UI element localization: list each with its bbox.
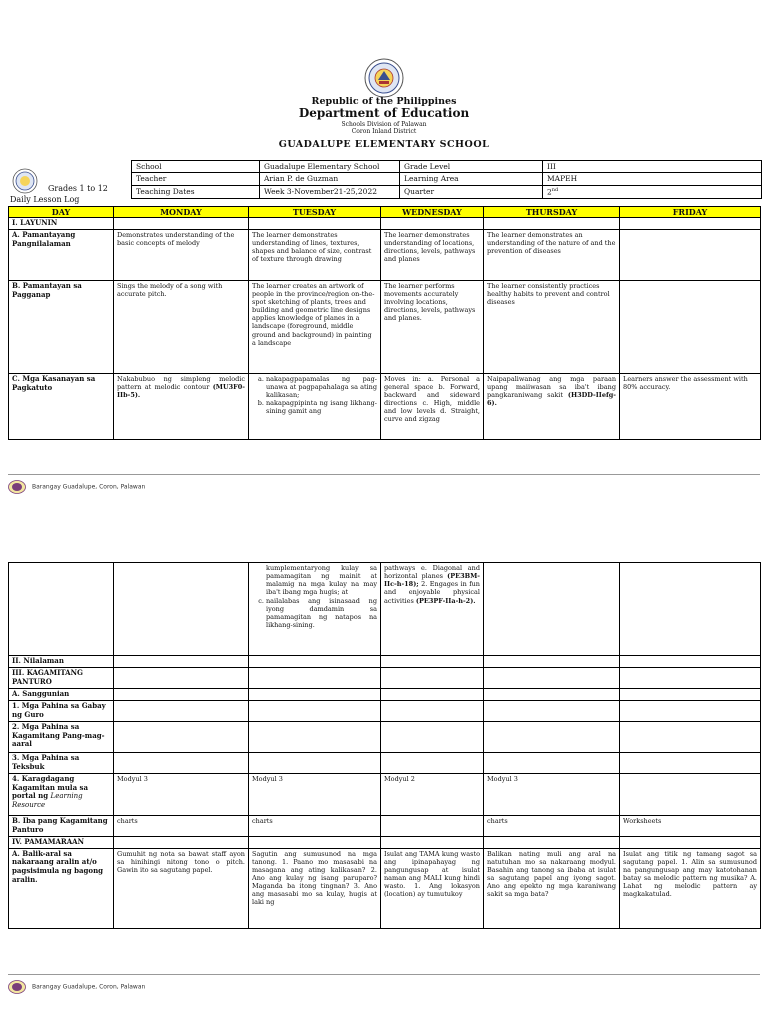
cell-c-thursday: Naipapaliwanag ang mga paraan upang maiiwasan sa iba't ibang pangkaraniwang sakit (H3DD-IIefg-6). xyxy=(484,373,620,439)
footer-page1 xyxy=(8,480,145,494)
footer-address-2: Barangay Guadalupe, Coron, Palawan xyxy=(32,983,146,991)
cell-kar-thursday: Modyul 3 xyxy=(484,773,620,815)
cell-b-monday: Sings the melody of a song with accurate pitch. xyxy=(114,280,249,373)
cell-c-friday: Learners answer the assessment with 80% accuracy. xyxy=(620,373,761,439)
area-label: Learning Area xyxy=(400,173,543,185)
row-label-balik-aral: A. Balik-aral sa nakaraang aralin at/o pagsisimula ng bagong aralin. xyxy=(9,848,114,928)
row-label-teksbuk: 3. Mga Pahina sa Teksbuk xyxy=(9,752,114,773)
dates-value: Week 3-November21-25,2022 xyxy=(260,185,400,198)
teacher-label: Teacher xyxy=(132,173,260,185)
cell-iba-monday: charts xyxy=(114,815,249,836)
cell-iba-friday: Worksheets xyxy=(620,815,761,836)
row-label-pamantayan-sa-pagganap: B. Pamantayan sa Pagganap xyxy=(9,280,114,373)
cell-iba-thursday: charts xyxy=(484,815,620,836)
department-line: Department of Education xyxy=(298,106,470,120)
cell-balik-wednesday: Isulat ang TAMA kung wasto ang ipinapahayag ng pangungusap at isulat naman ang MALI kung hindi wasto. 1. Ang lokasyon (location) ay tumutukoy xyxy=(381,848,484,928)
cell-c-tuesday xyxy=(249,373,381,439)
district-line: Coron Inland District xyxy=(351,128,417,135)
section-nilalaman: II. Nilalaman xyxy=(9,656,114,668)
deped-seal-icon xyxy=(364,58,404,98)
footer-page2 xyxy=(8,980,145,994)
tuesday-objective-b: b. nakapagpipinta ng isang likhang-sining gamit ang xyxy=(266,399,377,415)
cell-a-wednesday: The learner demonstrates understanding of locations, directions, levels, pathways and planes xyxy=(381,229,484,280)
division-logo-icon-2 xyxy=(8,980,26,994)
cell-b-friday xyxy=(620,280,761,373)
cell-a-thursday: The learner demonstrates an understanding of the nature of and the prevention of diseases xyxy=(484,229,620,280)
col-monday: MONDAY xyxy=(114,207,249,218)
row-label-sanggunian: A. Sanggunian xyxy=(9,689,114,701)
row-label-kagamitang-pang-mag-aaral: 2. Mga Pahina sa Kagamitang Pang-mag-aaral xyxy=(9,721,114,752)
cell-c-monday: Nakabubuo ng simpleng melodic pattern at melodic contour (MU3F0-IIb-5). xyxy=(114,373,249,439)
cell-iba-tuesday: charts xyxy=(249,815,381,836)
row-label-gabay-ng-guro: 1. Mga Pahina sa Gabay ng Guro xyxy=(9,700,114,721)
cell-c-tuesday-cont xyxy=(249,563,381,656)
area-value: MAPEH xyxy=(543,173,762,185)
cell-balik-tuesday: Sagutin ang sumusunod na mga tanong. 1. Paano mo masasabi na masagana ang ating kalikasan? 2. Ano ang kulay ng isang paruparo? Maganda ba itong tingnan? 3. Ano ang masasabi mo sa kulay, hugis at laki ng xyxy=(249,848,381,928)
col-day: DAY xyxy=(9,207,114,218)
row-label-karagdagang-kagamitan: 4. Karagdagang Kagamitan mula sa portal ng Learning Resource xyxy=(9,773,114,815)
section-layunin: I. LAYUNIN xyxy=(9,218,114,230)
cell-kar-monday: Modyul 3 xyxy=(114,773,249,815)
cell-c-wednesday: Moves in: a. Personal a general space b. Forward, backward and sideward directions c. High, middle and low levels d. Straight, curve and zigzag xyxy=(381,373,484,439)
lesson-table-page1 xyxy=(8,206,761,440)
row-label-mga-kasanayan: C. Mga Kasanayan sa Pagkatuto xyxy=(9,373,114,439)
cell-balik-thursday: Balikan nating muli ang aral na natutuhan mo sa nakaraang modyul. Basahin ang tanong sa ibaba at isulat sa sagutang papel ang iyong sagot. Ano ang epekto ng mga karaniwang sakit sa mga bata? xyxy=(484,848,620,928)
tuesday-objective-b-cont: kumplementaryong kulay sa pamamagitan ng mainit at malamig na mga kulay na may iba't ibang mga hugis; at xyxy=(266,564,377,597)
division-logo-icon xyxy=(8,480,26,494)
dates-label: Teaching Dates xyxy=(132,185,260,198)
row-label-pamantayang-pangnilalaman: A. Pamantayang Pangnilalaman xyxy=(9,229,114,280)
deped-small-seal-icon xyxy=(12,168,38,194)
info-table xyxy=(131,160,762,199)
dll-grades: Grades 1 to 12 xyxy=(48,184,108,193)
section-pamamaraan: IV. PAMAMARAAN xyxy=(9,836,114,848)
division-line: Schools Division of Palawan xyxy=(341,121,427,128)
cell-a-tuesday: The learner demonstrates understanding of lines, textures, shapes and balance of size, contrast of texture through drawing xyxy=(249,229,381,280)
section-kagamitang-panturo: III. KAGAMITANG PANTURO xyxy=(9,668,114,689)
cell-a-monday: Demonstrates understanding of the basic concepts of melody xyxy=(114,229,249,280)
col-thursday: THURSDAY xyxy=(484,207,620,218)
cell-b-tuesday: The learner creates an artwork of people in the province/region on-the-spot sketching of plants, trees and building and geometric line designs applies knowledge of planes in a landscape (foreground, middle ground and background) in painting a landscape xyxy=(249,280,381,373)
cell-balik-monday: Gumuhit ng nota sa bawat staff ayon sa hinihingi nitong tono o pitch. Gawin ito sa sagutang papel. xyxy=(114,848,249,928)
cell-c-wednesday-cont: pathways e. Diagonal and horizontal planes (PE3BM-IIc-h-18); 2. Engages in fun and enjoyable physical activities (PE3PF-IIa-h-2). xyxy=(381,563,484,656)
col-wednesday: WEDNESDAY xyxy=(381,207,484,218)
col-tuesday: TUESDAY xyxy=(249,207,381,218)
cell-balik-friday: Isulat ang titik ng tamang sagot sa sagutang papel. 1. Alin sa sumusunod na pangungusap ang may katotohanan batay sa melodic pattern ng musika? A. Lahat ng melodic pattern ay magkakatulad. xyxy=(620,848,761,928)
school-name: GUADALUPE ELEMENTARY SCHOOL xyxy=(278,139,490,150)
school-value: Guadalupe Elementary School xyxy=(260,161,400,173)
dll-title: Daily Lesson Log xyxy=(10,195,80,204)
footer-address: Barangay Guadalupe, Coron, Palawan xyxy=(32,483,146,491)
school-label: School xyxy=(132,161,260,173)
grade-value: III xyxy=(543,161,762,173)
footer-divider-2 xyxy=(8,974,760,975)
teacher-value: Arian P. de Guzman xyxy=(260,173,400,185)
quarter-value: 2nd xyxy=(543,185,762,198)
republic-line: Republic of the Philippines xyxy=(311,96,457,107)
cell-kar-tuesday: Modyul 3 xyxy=(249,773,381,815)
grade-label: Grade Level xyxy=(400,161,543,173)
cell-b-wednesday: The learner performs movements accurately involving locations, directions, levels, pathways and planes. xyxy=(381,280,484,373)
cell-kar-wednesday: Modyul 2 xyxy=(381,773,484,815)
cell-b-thursday: The learner consistently practices healthy habits to prevent and control diseases xyxy=(484,280,620,373)
col-friday: FRIDAY xyxy=(620,207,761,218)
quarter-label: Quarter xyxy=(400,185,543,198)
tuesday-objective-c: c. nailalabas ang isinasaad ng iyong damdamin sa pamamagitan ng natapos na likhang-sining. xyxy=(266,597,377,630)
lesson-table-page2 xyxy=(8,562,761,929)
tuesday-objective-a: a. nakapagpapamalas ng pag-unawa at pagpapahalaga sa ating kalikasan; xyxy=(266,375,377,399)
row-label-iba-pang-kagamitan: B. Iba pang Kagamitang Panturo xyxy=(9,815,114,836)
footer-divider xyxy=(8,474,760,475)
cell-a-friday xyxy=(620,229,761,280)
